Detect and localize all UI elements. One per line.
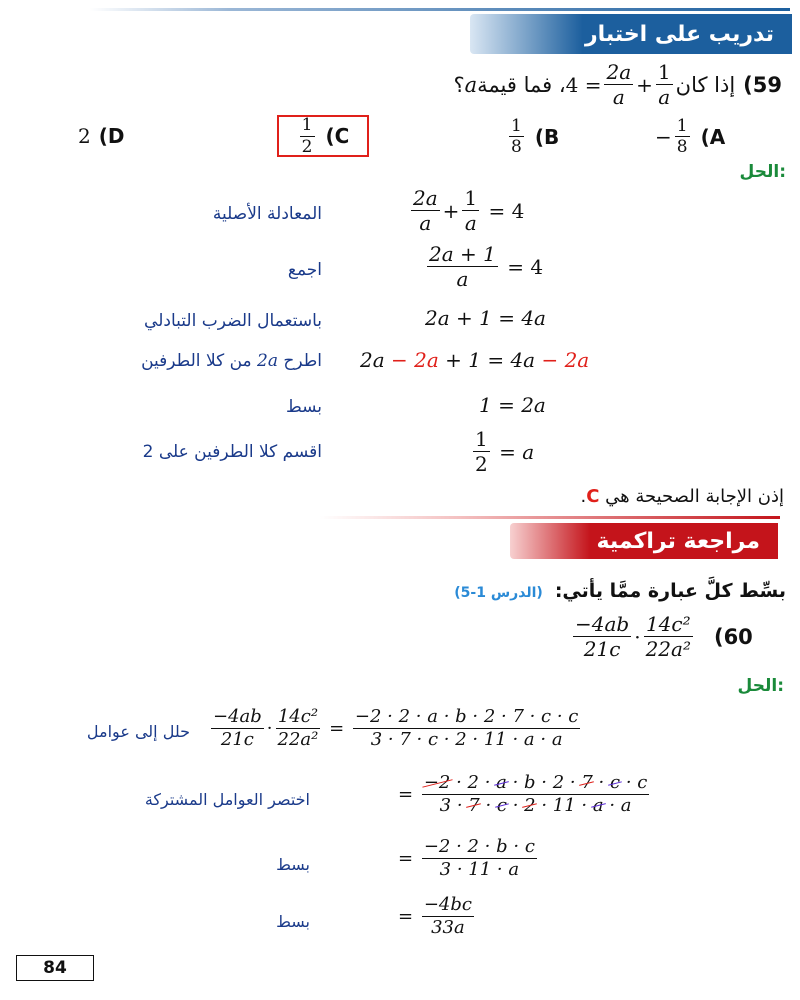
question-equation: 4 = $\frac{2a}{a}$ + $\frac{1}{a}$ bbox=[565, 60, 671, 109]
solution-label: الحل: bbox=[739, 162, 786, 182]
answer-line: إذن الإجابة الصحيحة هي C. bbox=[580, 486, 784, 507]
step-expression: $\frac{2a + 1}{a}$ = 4 bbox=[429, 242, 544, 291]
choice-a[interactable]: − $\frac{1}{8}$ (A bbox=[655, 116, 726, 158]
lesson-reference: (الدرس 1-5) bbox=[454, 585, 543, 601]
step-expression: 1 = 2a bbox=[479, 393, 546, 417]
review-instruction: بسِّط كلَّ عبارة ممَّا يأتي: (الدرس 1-5) bbox=[454, 580, 786, 602]
step-reason: بسط bbox=[276, 912, 310, 931]
question-variable: a bbox=[464, 72, 478, 97]
question-text-after: ، فما قيمة bbox=[477, 72, 566, 97]
step-reason: اطرح 2a من كلا الطرفين bbox=[141, 351, 322, 371]
section-banner-cumulative-review bbox=[510, 523, 778, 559]
question-mark: ؟ bbox=[453, 72, 465, 97]
step-reason: اقسم كلا الطرفين على 2 bbox=[142, 442, 322, 462]
step-reason: بسط bbox=[276, 855, 310, 874]
step-expression: = $\frac{-2 \cdot 2 \cdot b \cdot c}{3 \cdot 11 \cdot a}$ bbox=[398, 836, 535, 880]
page-number: 84 bbox=[16, 955, 94, 981]
solution-label: الحل: bbox=[737, 676, 784, 696]
question-60: $\frac{-4ab}{21c}$ · $\frac{\text{14c²}}{\text{22a²}}$ (60 bbox=[575, 612, 753, 661]
step-expression: $\frac{-4ab}{21c}$ · $\frac{\text{14c²}}{\text{22a²}}$ = $\frac{-2 \cdot 2 \cdot a \cdot b \cdot 2 \cdot 7 \cdot c \cdot c}{3 \cdot 7 \cdot c \cdot 2 \cdot 11 \cdot a \cdot a}$ bbox=[213, 706, 579, 750]
step-expression: $\frac{1}{2}$ = a bbox=[475, 427, 535, 476]
section-title: تدريب على اختبار bbox=[584, 21, 774, 47]
fraction: $\frac{2a}{a}$ bbox=[606, 60, 632, 109]
choice-b[interactable]: $\frac{1}{8}$ (B bbox=[511, 116, 560, 158]
fraction: $\frac{1}{a}$ bbox=[657, 60, 671, 109]
step-expression: = $\frac{-4bc}{33a}$ bbox=[398, 894, 472, 938]
step-expression: $\frac{2a}{a}$ + $\frac{1}{a}$ = 4 bbox=[413, 186, 525, 235]
section-banner-test-practice bbox=[470, 14, 792, 54]
choice-d[interactable]: 2 (D bbox=[78, 124, 125, 148]
section-title: مراجعة تراكمية bbox=[596, 528, 760, 554]
top-rule bbox=[90, 8, 790, 11]
step-expression: 2a + 1 = 4a bbox=[425, 306, 546, 330]
question-text-before: إذا كان bbox=[675, 72, 736, 97]
step-reason: باستعمال الضرب التبادلي bbox=[144, 311, 322, 331]
step-reason: حلل إلى عوامل bbox=[86, 722, 190, 741]
step-reason: بسط bbox=[285, 397, 322, 417]
step-expression: 2a − 2a + 1 = 4a − 2a bbox=[360, 348, 590, 372]
choice-c-selected[interactable]: $\frac{1}{2}$ (C bbox=[277, 115, 369, 157]
question-number: 59) bbox=[743, 72, 782, 97]
step-reason: اجمع bbox=[287, 260, 322, 280]
step-reason: المعادلة الأصلية bbox=[212, 204, 322, 224]
step-expression-cancel: = $\frac{-2 \cdot 2 \cdot a \cdot b \cdot 2 \cdot 7 \cdot c \cdot c}{3 \cdot 7 \cdot c \cdot 2 \cdot 11 \cdot a \cdot a}$ bbox=[398, 772, 648, 816]
question-59 bbox=[453, 60, 782, 109]
section-rule bbox=[320, 516, 780, 519]
step-reason: اختصر العوامل المشتركة bbox=[144, 790, 310, 809]
